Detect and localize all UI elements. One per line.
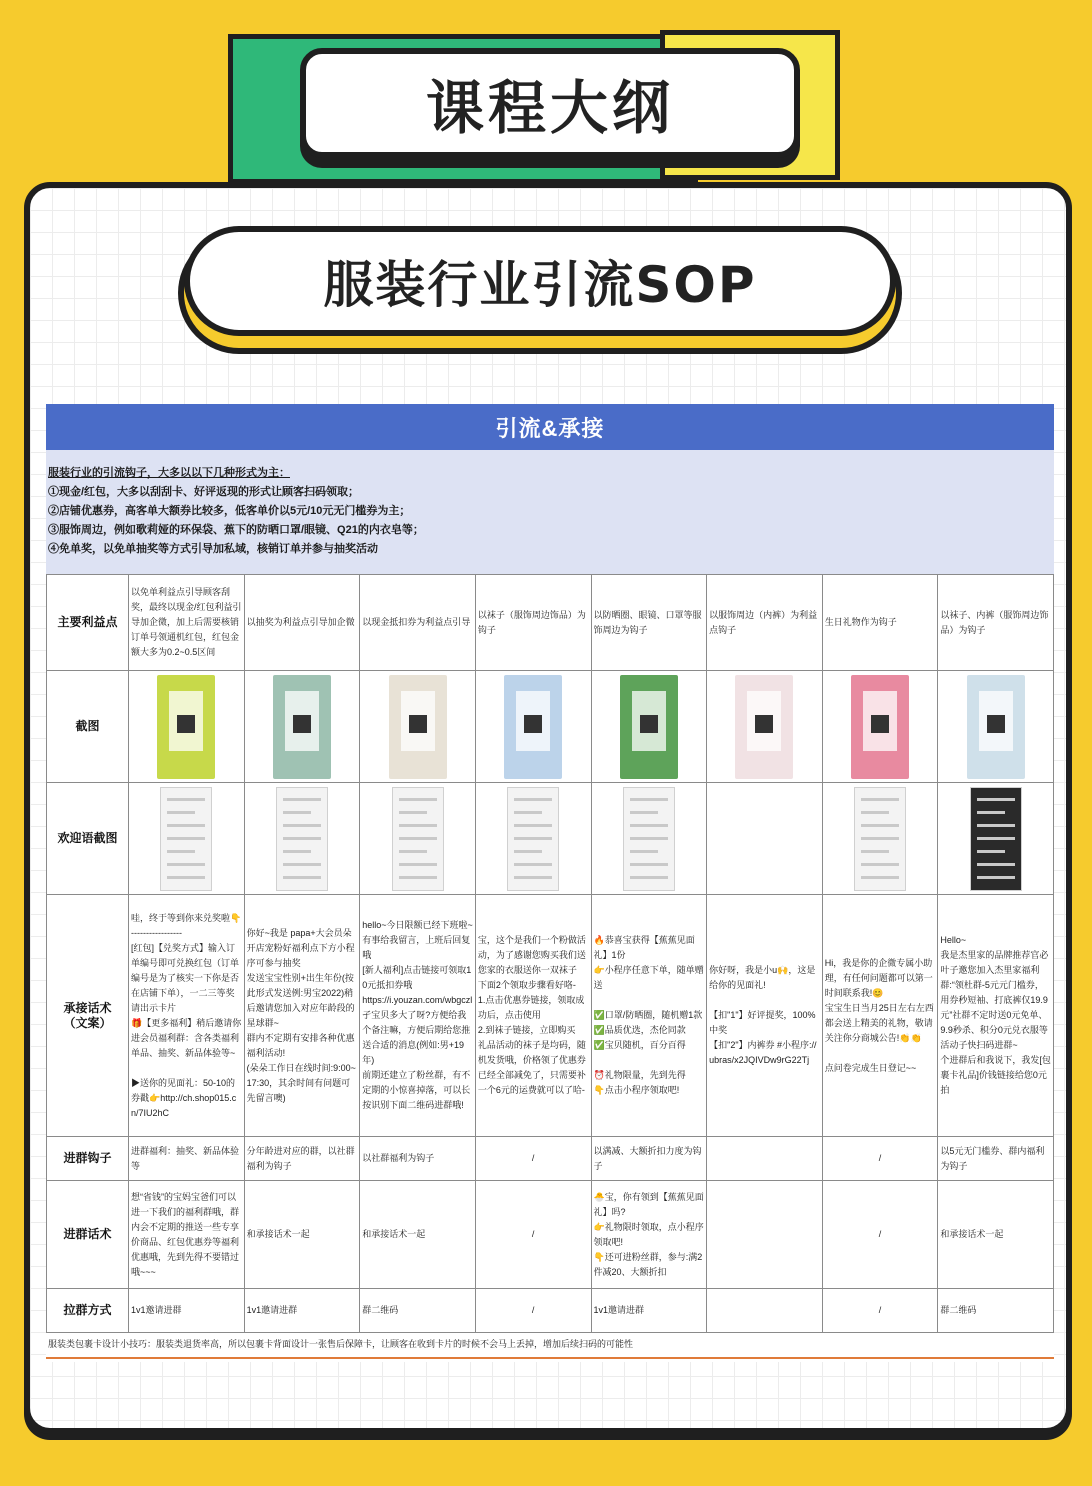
group_copy-cell: / xyxy=(475,1181,591,1289)
chat-line xyxy=(167,824,205,827)
welcome-cell xyxy=(938,783,1054,895)
chat-screenshot xyxy=(623,787,675,891)
screenshot-cell xyxy=(591,671,707,783)
pull-cell: / xyxy=(822,1289,938,1333)
chat-line xyxy=(977,863,1015,866)
row-header-screenshot: 截图 xyxy=(47,671,129,783)
pull-cell: 1v1邀请进群 xyxy=(129,1289,245,1333)
card-image xyxy=(504,675,562,779)
chat-line xyxy=(514,876,552,879)
qr-code-icon xyxy=(177,715,195,733)
chat-line xyxy=(861,837,899,840)
qr-code-icon xyxy=(987,715,1005,733)
table-row xyxy=(47,895,1054,1137)
screenshot-cell xyxy=(360,671,476,783)
row-header-group_hook: 进群钩子 xyxy=(47,1137,129,1181)
card-image xyxy=(851,675,909,779)
card-image xyxy=(735,675,793,779)
course-outline-banner xyxy=(220,28,840,198)
table-row xyxy=(47,1289,1054,1333)
qr-code-icon xyxy=(293,715,311,733)
screenshot-cell xyxy=(475,671,591,783)
hook-cell: 以袜子、内裤（服饰周边饰品）为钩子 xyxy=(938,575,1054,671)
qr-code-icon xyxy=(409,715,427,733)
row-header-welcome: 欢迎语截图 xyxy=(47,783,129,895)
row-header-pull: 拉群方式 xyxy=(47,1289,129,1333)
group_hook-cell: 以5元无门槛券、群内福利为钩子 xyxy=(938,1137,1054,1181)
group_copy-cell: 想“省钱”的宝妈宝爸们可以进一下我们的福利群哦，群内会不定期的推送一些专享价商品、红包优惠券等福利优惠哦，先到先得不要错过哦~~~ xyxy=(129,1181,245,1289)
table-row xyxy=(47,575,1054,671)
sheet-title: 引流&承接 xyxy=(46,404,1054,450)
group_copy-cell: 和承接话术一起 xyxy=(244,1181,360,1289)
card-image xyxy=(157,675,215,779)
section-title: 服装行业引流SOP xyxy=(323,256,757,314)
welcome-cell xyxy=(129,783,245,895)
chat-line xyxy=(399,863,437,866)
chat-line xyxy=(861,824,899,827)
group_hook-cell: 进群福利：抽奖、新品体验等 xyxy=(129,1137,245,1181)
chat-line xyxy=(977,876,1015,879)
intro-point: ④免单奖，以免单抽奖等方式引导加私域，核销订单并参与抽奖活动 xyxy=(48,543,378,555)
chat-line xyxy=(514,863,552,866)
chat-line xyxy=(514,811,542,814)
chat-line xyxy=(630,798,668,801)
pull-cell: 群二维码 xyxy=(938,1289,1054,1333)
pull-cell: 1v1邀请进群 xyxy=(244,1289,360,1333)
chat-line xyxy=(167,863,205,866)
chat-line xyxy=(861,850,889,853)
screenshot-cell xyxy=(938,671,1054,783)
hook-cell: 以防晒圈、眼镜、口罩等服饰周边为钩子 xyxy=(591,575,707,671)
card-image xyxy=(273,675,331,779)
chat-line xyxy=(283,837,321,840)
card-image xyxy=(620,675,678,779)
qr-code-icon xyxy=(640,715,658,733)
chat-line xyxy=(977,824,1015,827)
row-header-group_copy: 进群话术 xyxy=(47,1181,129,1289)
intro-block xyxy=(46,450,1054,574)
welcome-cell xyxy=(591,783,707,895)
chat-line xyxy=(977,837,1015,840)
chat-line xyxy=(977,811,1005,814)
card-image xyxy=(967,675,1025,779)
copy-cell: 宝，这个是我们一个粉做活动，为了感谢您购买我们送您家的衣服送你一双袜子 下面2个领取步骤看好咯- 1.点击优惠券链接，领取成功后，点击使用 2.到袜子链接，立即购买 礼品活动的袜子是均码，随机发货哦，价格领了优惠券已经全部减免了，只需要补一个6元的运费就可以了哈- xyxy=(475,895,591,1137)
chat-line xyxy=(399,850,427,853)
chat-line xyxy=(861,811,889,814)
intro-point: ①现金/红包，大多以刮刮卡、好评返现的形式让顾客扫码领取； xyxy=(48,486,360,498)
chat-screenshot xyxy=(160,787,212,891)
hook-cell: 生日礼物作为钩子 xyxy=(822,575,938,671)
banner-title: 课程大纲 xyxy=(425,74,674,142)
chat-line xyxy=(167,850,195,853)
hook-cell: 以免单利益点引导顾客刮奖，最终以现金/红包利益引导加企微，加上后需要核销订单号领通机红包，红包金额大多为0.2~0.5区间 xyxy=(129,575,245,671)
chat-line xyxy=(283,811,311,814)
group_hook-cell: / xyxy=(822,1137,938,1181)
group_hook-cell: 以社群福利为钩子 xyxy=(360,1137,476,1181)
chat-screenshot xyxy=(392,787,444,891)
copy-cell: Hello~ 我是杰里家的品牌推荐官必叶子邀您加入杰里家福利群:“领杜群-5元元门槛券，用券秒短袖、打底裤仅19.9元”社群不定时送0元免单、9.9秒杀、积分0元兑衣服等活动子快扫码进群~ 个进群后和我说下，我发[包裹卡礼品]价钱链接给您0元拍 xyxy=(938,895,1054,1137)
hook-cell: 以服饰周边（内裤）为利益点钩子 xyxy=(707,575,823,671)
footnote: 服装类包裹卡设计小技巧：服装类退货率高，所以包裹卡背面设计一张售后保障卡，让顾客在收到卡片的时候不会马上丢掉，增加后续扫码的可能性 xyxy=(46,1333,1054,1359)
chat-line xyxy=(977,850,1005,853)
chat-screenshot xyxy=(854,787,906,891)
group_copy-cell: 🐣宝，你有领到【蕉蕉见面礼】吗? 👉礼物限时领取，点小程序领取吧! 👇还可进粉丝群，参与:满2件减20、大额折扣 xyxy=(591,1181,707,1289)
welcome-cell xyxy=(360,783,476,895)
chat-line xyxy=(861,798,899,801)
group_hook-cell: / xyxy=(475,1137,591,1181)
chat-line xyxy=(283,850,311,853)
copy-cell: 🔥恭喜宝获得【蕉蕉见面礼】1份 👉小程序任意下单，随单赠送 ✅口罩/防晒圈，随机赠1款 ✅品质优选，杰伦同款 ✅宝贝随机，百分百得 ⏰礼物限量，先到先得 👇点击小程序领取吧! xyxy=(591,895,707,1137)
welcome-cell xyxy=(475,783,591,895)
hook-cell: 以现金抵扣券为利益点引导 xyxy=(360,575,476,671)
qr-code-icon xyxy=(871,715,889,733)
chat-screenshot xyxy=(970,787,1022,891)
pull-cell: / xyxy=(475,1289,591,1333)
copy-cell: Hi，我是你的企微专属小助理，有任何问题都可以第一时间联系我!😊 宝宝生日当月25日左右左西都会送上精美的礼物，敬请关注你分商城公告!👏👏 点问卷完成生日登记~~ xyxy=(822,895,938,1137)
copy-cell: hello~今日限额已经下班啦~有事给我留言，上班后回复哦 [新人福利]点击链接可领取10元抵扣券哦 https://i.youzan.com/wbgczl 孑宝贝多大了呀?方便给我个备注嘛，方便后期给您推送合适的消息(例如:男+19年) 前期还建立了粉丝群，有不定期的小惊喜掉落，可以长按识别下面二维码进群哦! xyxy=(360,895,476,1137)
chat-line xyxy=(977,798,1015,801)
group_copy-cell: / xyxy=(822,1181,938,1289)
intro-heading: 服装行业的引流钩子，大多以以下几种形式为主： xyxy=(48,467,290,479)
qr-code-icon xyxy=(524,715,542,733)
group_copy-cell: 和承接话术一起 xyxy=(360,1181,476,1289)
chat-line xyxy=(514,824,552,827)
screenshot-cell xyxy=(707,671,823,783)
banner-title-box xyxy=(300,48,800,158)
chat-line xyxy=(167,837,205,840)
intro-point: ③服饰周边，例如歌莉娅的环保袋、蕉下的防晒口罩/眼镜、Q21的内衣皂等； xyxy=(48,524,424,536)
chat-line xyxy=(399,824,437,827)
table-row xyxy=(47,671,1054,783)
pull-cell xyxy=(707,1289,823,1333)
chat-line xyxy=(399,811,427,814)
chat-line xyxy=(283,798,321,801)
table-row xyxy=(47,1137,1054,1181)
chat-line xyxy=(399,876,437,879)
table-row xyxy=(47,1181,1054,1289)
chat-line xyxy=(630,850,658,853)
group_copy-cell xyxy=(707,1181,823,1289)
pull-cell: 1v1邀请进群 xyxy=(591,1289,707,1333)
welcome-cell xyxy=(707,783,823,895)
chat-screenshot xyxy=(507,787,559,891)
chat-line xyxy=(283,863,321,866)
screenshot-cell xyxy=(129,671,245,783)
sop-table xyxy=(46,574,1054,1333)
chat-line xyxy=(630,876,668,879)
card-image xyxy=(389,675,447,779)
table-row xyxy=(47,783,1054,895)
chat-line xyxy=(514,837,552,840)
chat-line xyxy=(630,863,668,866)
welcome-cell xyxy=(822,783,938,895)
chat-line xyxy=(514,798,552,801)
group_hook-cell: 分年龄进对应的群，以社群福利为钩子 xyxy=(244,1137,360,1181)
copy-cell: 哇，终于等到你来兑奖啦👇 ----------------- [红包]【兑奖方式】输入订单编号即可兑换红包（订单编号是为了核实一下你是否在店铺下单），一二三等奖请出示卡片 🎁【更多福利】稍后邀请你进会员福利群：含各类福利单品、抽奖、新品体验等~ ▶送你的见面礼：50-10的券戳👉http://ch.shop015.cn/7IU2hC xyxy=(129,895,245,1137)
copy-cell: 你好呀，我是小u🙌，这是给你的见面礼! 【扣"1"】好评提奖，100%中奖 【扣"2"】内裤券 #小程序://ubras/x2JQIVDw9rG22Tj xyxy=(707,895,823,1137)
chat-line xyxy=(399,837,437,840)
group_hook-cell xyxy=(707,1137,823,1181)
group_copy-cell: 和承接话术一起 xyxy=(938,1181,1054,1289)
chat-line xyxy=(630,824,668,827)
group_hook-cell: 以满减、大额折扣力度为钩子 xyxy=(591,1137,707,1181)
intro-point: ②店铺优惠券，高客单大额券比较多，低客单价以5元/10元无门槛券为主； xyxy=(48,505,411,517)
chat-line xyxy=(283,824,321,827)
section-title-pill xyxy=(184,226,896,336)
hook-cell: 以袜子（服饰周边饰品）为钩子 xyxy=(475,575,591,671)
row-header-copy: 承接话术 （文案） xyxy=(47,895,129,1137)
chat-line xyxy=(399,798,437,801)
chat-line xyxy=(167,798,205,801)
chat-line xyxy=(283,876,321,879)
chat-line xyxy=(514,850,542,853)
hook-cell: 以抽奖为利益点引导加企微 xyxy=(244,575,360,671)
chat-line xyxy=(167,876,205,879)
chat-screenshot xyxy=(276,787,328,891)
sop-spreadsheet xyxy=(46,404,1054,1362)
chat-line xyxy=(861,863,899,866)
row-header-hook: 主要利益点 xyxy=(47,575,129,671)
screenshot-cell xyxy=(822,671,938,783)
pull-cell: 群二维码 xyxy=(360,1289,476,1333)
chat-line xyxy=(630,811,658,814)
qr-code-icon xyxy=(755,715,773,733)
chat-line xyxy=(861,876,899,879)
chat-line xyxy=(630,837,668,840)
copy-cell: 你好~我是 papa+大会员朵开店宠粉好福利点下方小程序可参与抽奖 发送宝宝性别+出生年份(按此形式发送例:男宝2022)稍后邀请您加入对应年龄段的星球群~ 群内不定期有安排各种优惠福利活动! (朵朵工作日在线时间:9:00~17:30，其余时间有问题可先留言噢) xyxy=(244,895,360,1137)
welcome-cell xyxy=(244,783,360,895)
chat-line xyxy=(167,811,195,814)
screenshot-cell xyxy=(244,671,360,783)
